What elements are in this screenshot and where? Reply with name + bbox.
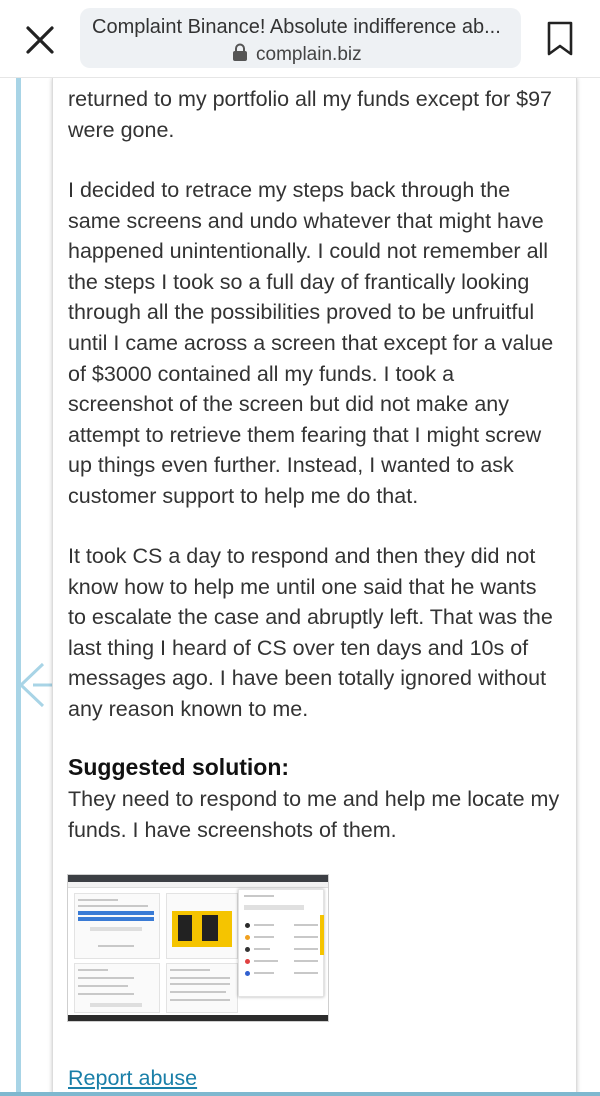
complaint-paragraph-3: It took CS a day to respond and then they did not know how to help me until one said that he wants to escalate the case and abruptly left. That was the last thing I heard of CS over ten days and 10s of messages ago. I have been totally ignored without any reason known to me. [68,544,553,721]
url-domain-row [232,44,362,66]
lock-icon [232,43,248,67]
attachment-screenshot[interactable] [67,874,329,1022]
complaint-card [52,78,577,1096]
page-title: Complaint Binance! Absolute indifference ab... [92,16,501,38]
report-abuse-link[interactable]: Report abuse [68,1066,198,1090]
thread-connector [21,660,55,710]
close-icon[interactable] [18,18,62,62]
suggested-solution-heading: Suggested solution: [68,754,290,780]
complaint-paragraph-1: returned to my portfolio all my funds except for $97 were gone. [68,87,552,142]
address-bar[interactable] [80,8,521,68]
browser-top-bar [0,0,600,78]
suggested-solution-text: They need to respond to me and help me locate my funds. I have screenshots of them. [68,787,560,842]
thread-rule [16,78,21,1096]
bookmark-icon[interactable] [538,16,582,62]
url-domain: complain.biz [256,44,362,65]
complaint-paragraph-2: I decided to retrace my steps back through the same screens and undo whatever that might have happened unintentionally. I could not remember all the steps I took so a full day of frantically looking through all the possibilities proved to be unfruitful until I came across a screen that except for a value of $3000 contained all my funds. I took a screenshot of the screen but did not make any attempt to retrieve them fearing that I might screw up things even further. Instead, I wanted to ask customer support to help me do that. [68,178,554,508]
page-bottom-divider [0,1092,600,1096]
